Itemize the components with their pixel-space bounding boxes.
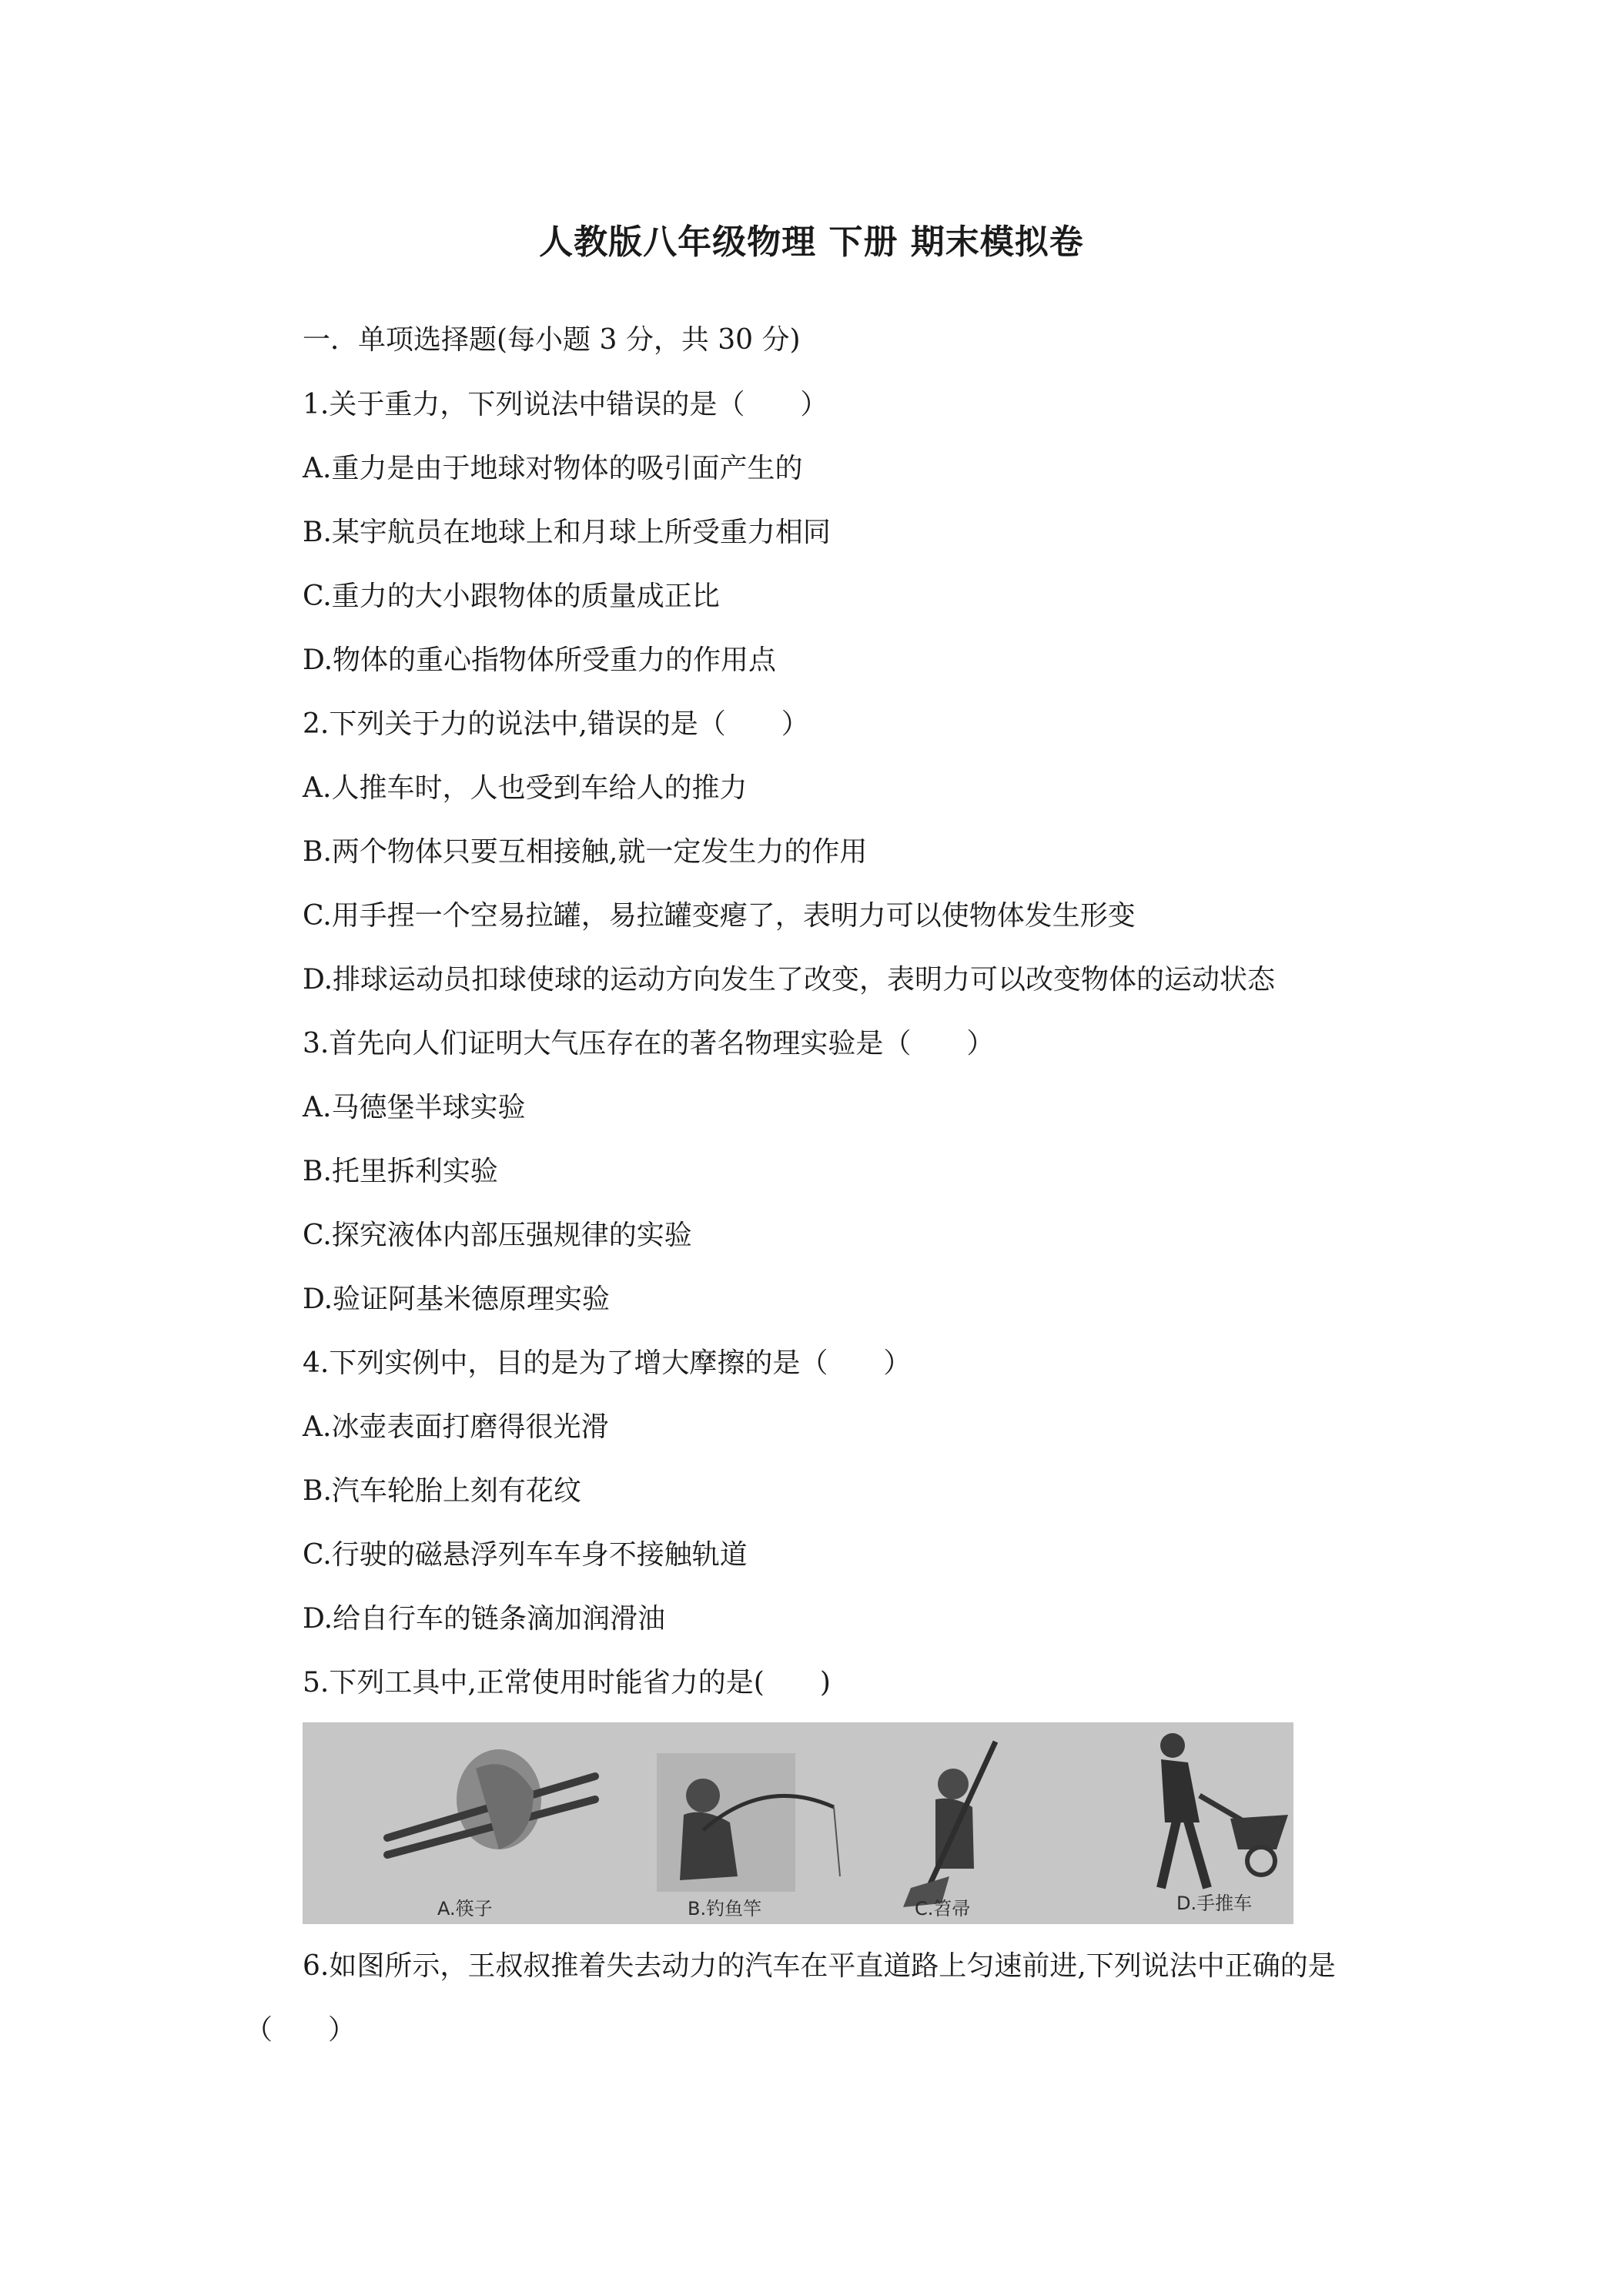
figure-caption-d: D.手推车 [1176,1893,1253,1914]
page-title: 人教版八年级物理 下册 期末模拟卷 [539,223,1084,262]
section-heading: 一．单项选择题(每小题 3 分，共 30 分) [303,324,801,356]
question-2-option-c: C.用手捏一个空易拉罐，易拉罐变瘪了，表明力可以使物体发生形变 [303,900,1136,932]
figure-caption-a: A.筷子 [437,1898,493,1919]
question-2-stem: 2.下列关于力的说法中,错误的是（ ） [303,708,809,740]
question-5-stem: 5.下列工具中,正常使用时能省力的是( ) [303,1667,831,1699]
question-3-option-a: A.马德堡半球实验 [303,1092,526,1123]
question-4-stem: 4.下列实例中，目的是为了增大摩擦的是（ ） [303,1347,912,1379]
question-6-stem: 6.如图所示，王叔叔推着失去动力的汽车在平直道路上匀速前进,下列说法中正确的是 [303,1950,1336,1982]
figure-caption-b: B.钓鱼竿 [688,1898,762,1919]
question-2-option-d: D.排球运动员扣球使球的运动方向发生了改变，表明力可以改变物体的运动状态 [303,964,1276,996]
question-4-option-a: A.冰壶表面打磨得很光滑 [303,1411,609,1443]
question-4-option-c: C.行驶的磁悬浮列车车身不接触轨道 [303,1539,748,1571]
question-1-option-c: C.重力的大小跟物体的质量成正比 [303,581,720,612]
question-3-option-c: C.探究液体内部压强规律的实验 [303,1220,692,1251]
question-1-stem: 1.关于重力，下列说法中错误的是（ ） [303,389,828,420]
question-1-option-b: B.某宇航员在地球上和月球上所受重力相同 [303,517,831,548]
question-2-option-a: A.人推车时，人也受到车给人的推力 [303,772,748,804]
question-4-option-d: D.给自行车的链条滴加润滑油 [303,1603,666,1635]
question-6-answer-blank: （ ） [245,2014,356,2046]
question-5-tools-figure [303,1722,1293,1924]
question-3-option-b: B.托里拆利实验 [303,1156,498,1187]
question-3-option-d: D.验证阿基米德原理实验 [303,1284,611,1315]
question-1-option-d: D.物体的重心指物体所受重力的作用点 [303,644,777,676]
figure-caption-c: C.笤帚 [915,1898,971,1919]
question-1-option-a: A.重力是由于地球对物体的吸引面产生的 [303,453,803,484]
question-3-stem: 3.首先向人们证明大气压存在的著名物理实验是（ ） [303,1028,995,1059]
question-2-option-b: B.两个物体只要互相接触,就一定发生力的作用 [303,836,868,868]
question-4-option-b: B.汽车轮胎上刻有花纹 [303,1475,581,1507]
